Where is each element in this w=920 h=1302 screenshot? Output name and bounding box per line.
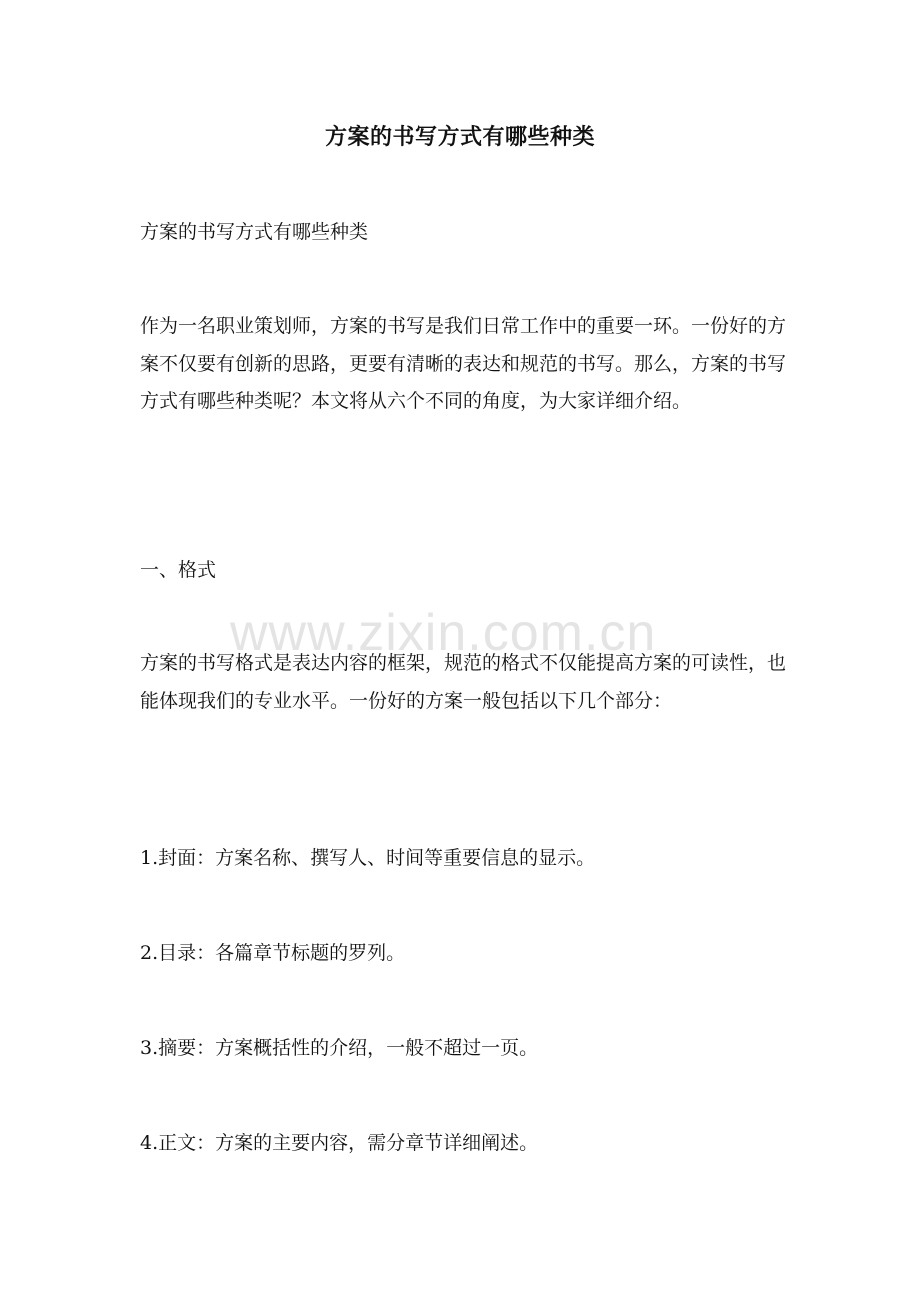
- list-item-cover: 1.封面：方案名称、撰写人、时间等重要信息的显示。: [140, 847, 596, 869]
- document-subtitle: 方案的书写方式有哪些种类: [140, 221, 369, 243]
- list-item-body: 4.正文：方案的主要内容，需分章节详细阐述。: [140, 1132, 539, 1154]
- list-item-abstract: 3.摘要：方案概括性的介绍，一般不超过一页。: [140, 1037, 539, 1059]
- section-body-format: 方案的书写格式是表达内容的框架，规范的格式不仅能提高方案的可读性，也能体现我们的专业水平。一份好的方案一般包括以下几个部分：: [140, 652, 787, 712]
- intro-paragraph: 作为一名职业策划师，方案的书写是我们日常工作中的重要一环。一份好的方案不仅要有创新的思路，更要有清晰的表达和规范的书写。那么，方案的书写方式有哪些种类呢？本文将从六个不同的角度，为大家详细介绍。: [140, 315, 787, 412]
- section-heading-format: 一、格式: [140, 559, 217, 581]
- document-title: 方案的书写方式有哪些种类: [324, 124, 595, 150]
- list-item-toc: 2.目录：各篇章节标题的罗列。: [140, 942, 406, 964]
- watermark: www.zixin.com.cn: [230, 604, 657, 662]
